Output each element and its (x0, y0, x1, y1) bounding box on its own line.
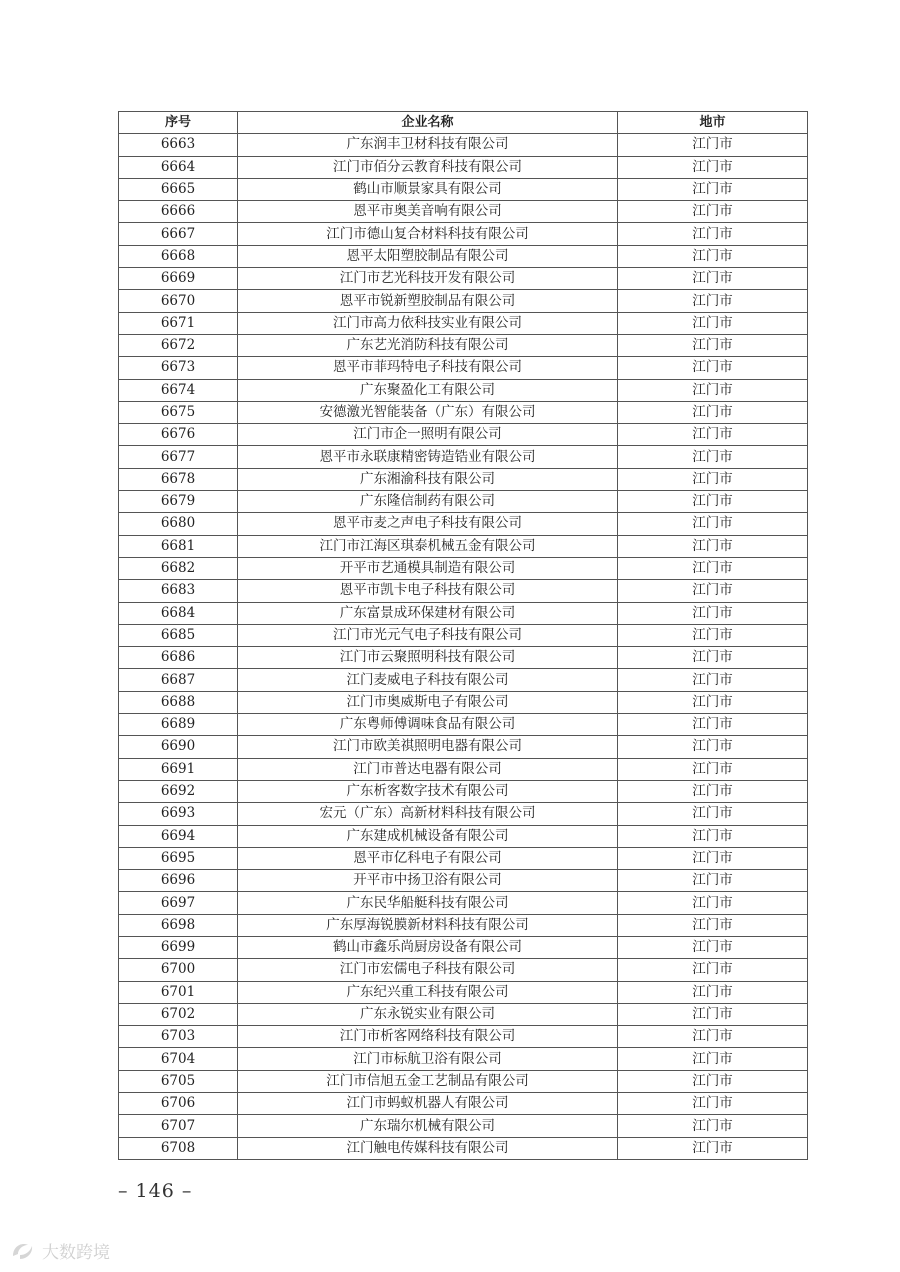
cell-company-name: 恩平市奥美音响有限公司 (238, 201, 618, 223)
table-row (119, 736, 808, 758)
table-row (119, 780, 808, 802)
cell-company-name: 江门市析客网络科技有限公司 (238, 1026, 618, 1048)
table-row (119, 714, 808, 736)
table-row (119, 1048, 808, 1070)
cell-index: 6706 (119, 1093, 238, 1115)
cell-index: 6672 (119, 334, 238, 356)
cell-company-name: 广东聚盈化工有限公司 (238, 379, 618, 401)
table-row (119, 535, 808, 557)
page-number: – 146 – (118, 1180, 193, 1202)
cell-index: 6669 (119, 268, 238, 290)
table-row (119, 870, 808, 892)
cell-company-name: 广东艺光消防科技有限公司 (238, 334, 618, 356)
table-row (119, 557, 808, 579)
cell-city: 江门市 (618, 201, 808, 223)
cell-city: 江门市 (618, 1137, 808, 1159)
cell-company-name: 江门市信旭五金工艺制品有限公司 (238, 1070, 618, 1092)
cell-index: 6666 (119, 201, 238, 223)
table-body (119, 134, 808, 1160)
cell-city: 江门市 (618, 312, 808, 334)
cell-city: 江门市 (618, 268, 808, 290)
table-row (119, 803, 808, 825)
cell-company-name: 江门市欧美祺照明电器有限公司 (238, 736, 618, 758)
cell-city: 江门市 (618, 290, 808, 312)
enterprise-table-container (118, 111, 807, 1160)
cell-city: 江门市 (618, 424, 808, 446)
cell-index: 6698 (119, 914, 238, 936)
cell-index: 6708 (119, 1137, 238, 1159)
cell-index: 6705 (119, 1070, 238, 1092)
table-row (119, 1093, 808, 1115)
table-row (119, 290, 808, 312)
watermark-text: 大数跨境 (42, 1243, 110, 1263)
cell-city: 江门市 (618, 714, 808, 736)
cell-index: 6684 (119, 602, 238, 624)
table-row (119, 245, 808, 267)
table-row (119, 914, 808, 936)
cell-city: 江门市 (618, 468, 808, 490)
cell-company-name: 江门市江海区琪泰机械五金有限公司 (238, 535, 618, 557)
cell-city: 江门市 (618, 357, 808, 379)
cell-company-name: 鹤山市鑫乐尚厨房设备有限公司 (238, 936, 618, 958)
cell-city: 江门市 (618, 401, 808, 423)
cell-index: 6680 (119, 513, 238, 535)
cell-city: 江门市 (618, 981, 808, 1003)
cell-company-name: 广东富景成环保建材有限公司 (238, 602, 618, 624)
cell-index: 6693 (119, 803, 238, 825)
cell-company-name: 恩平市永联康精密铸造锆业有限公司 (238, 446, 618, 468)
cell-index: 6664 (119, 156, 238, 178)
cell-company-name: 江门市光元气电子科技有限公司 (238, 624, 618, 646)
cell-company-name: 江门市佰分云教育科技有限公司 (238, 156, 618, 178)
table-row (119, 580, 808, 602)
table-row (119, 424, 808, 446)
cell-city: 江门市 (618, 936, 808, 958)
cell-index: 6678 (119, 468, 238, 490)
cell-index: 6675 (119, 401, 238, 423)
cell-index: 6668 (119, 245, 238, 267)
cell-index: 6707 (119, 1115, 238, 1137)
header-index: 序号 (119, 112, 238, 134)
cell-city: 江门市 (618, 669, 808, 691)
cell-city: 江门市 (618, 491, 808, 513)
cell-city: 江门市 (618, 1003, 808, 1025)
table-row (119, 825, 808, 847)
cell-index: 6696 (119, 870, 238, 892)
cell-index: 6683 (119, 580, 238, 602)
cell-city: 江门市 (618, 245, 808, 267)
cell-index: 6682 (119, 557, 238, 579)
cell-company-name: 鹤山市顺景家具有限公司 (238, 178, 618, 200)
table-row (119, 669, 808, 691)
cell-city: 江门市 (618, 1048, 808, 1070)
cell-company-name: 恩平市锐新塑胶制品有限公司 (238, 290, 618, 312)
cell-city: 江门市 (618, 914, 808, 936)
cell-index: 6703 (119, 1026, 238, 1048)
cell-city: 江门市 (618, 334, 808, 356)
table-row (119, 758, 808, 780)
table-row (119, 468, 808, 490)
cell-company-name: 广东厚海锐膜新材料科技有限公司 (238, 914, 618, 936)
cell-index: 6667 (119, 223, 238, 245)
table-row (119, 892, 808, 914)
cell-city: 江门市 (618, 870, 808, 892)
cell-city: 江门市 (618, 758, 808, 780)
table-row (119, 491, 808, 513)
table-row (119, 357, 808, 379)
cell-city: 江门市 (618, 1115, 808, 1137)
cell-company-name: 恩平太阳塑胶制品有限公司 (238, 245, 618, 267)
table-row (119, 1026, 808, 1048)
cell-company-name: 江门市云聚照明科技有限公司 (238, 647, 618, 669)
cell-city: 江门市 (618, 580, 808, 602)
cell-index: 6685 (119, 624, 238, 646)
cell-city: 江门市 (618, 513, 808, 535)
table-row (119, 223, 808, 245)
cell-company-name: 江门触电传媒科技有限公司 (238, 1137, 618, 1159)
header-row (119, 112, 808, 134)
cell-city: 江门市 (618, 647, 808, 669)
cell-city: 江门市 (618, 691, 808, 713)
cell-city: 江门市 (618, 780, 808, 802)
cell-company-name: 江门市标航卫浴有限公司 (238, 1048, 618, 1070)
cell-index: 6681 (119, 535, 238, 557)
cell-index: 6671 (119, 312, 238, 334)
cell-index: 6679 (119, 491, 238, 513)
cell-index: 6690 (119, 736, 238, 758)
cell-city: 江门市 (618, 134, 808, 156)
table-row (119, 624, 808, 646)
table-row (119, 201, 808, 223)
cell-index: 6699 (119, 936, 238, 958)
cell-city: 江门市 (618, 178, 808, 200)
cell-city: 江门市 (618, 379, 808, 401)
cell-city: 江门市 (618, 223, 808, 245)
cell-company-name: 江门市宏儒电子科技有限公司 (238, 959, 618, 981)
cell-index: 6701 (119, 981, 238, 1003)
cell-index: 6687 (119, 669, 238, 691)
cell-company-name: 江门市高力依科技实业有限公司 (238, 312, 618, 334)
cell-company-name: 广东纪兴重工科技有限公司 (238, 981, 618, 1003)
cell-index: 6688 (119, 691, 238, 713)
cell-company-name: 广东永锐实业有限公司 (238, 1003, 618, 1025)
cell-index: 6686 (119, 647, 238, 669)
table-row (119, 936, 808, 958)
cell-company-name: 广东民华船艇科技有限公司 (238, 892, 618, 914)
cell-company-name: 江门市奥威斯电子有限公司 (238, 691, 618, 713)
cell-company-name: 广东瑞尔机械有限公司 (238, 1115, 618, 1137)
cell-company-name: 开平市中扬卫浴有限公司 (238, 870, 618, 892)
table-row (119, 513, 808, 535)
cell-index: 6674 (119, 379, 238, 401)
cell-company-name: 广东隆信制药有限公司 (238, 491, 618, 513)
table-header (119, 112, 808, 134)
table-row (119, 334, 808, 356)
cell-city: 江门市 (618, 602, 808, 624)
cell-company-name: 广东粤师傅调味食品有限公司 (238, 714, 618, 736)
cell-city: 江门市 (618, 1093, 808, 1115)
table-row (119, 691, 808, 713)
cell-company-name: 开平市艺通模具制造有限公司 (238, 557, 618, 579)
cell-index: 6676 (119, 424, 238, 446)
table-row (119, 446, 808, 468)
cell-city: 江门市 (618, 624, 808, 646)
table-row (119, 602, 808, 624)
cell-city: 江门市 (618, 446, 808, 468)
cell-index: 6697 (119, 892, 238, 914)
cell-city: 江门市 (618, 156, 808, 178)
cell-city: 江门市 (618, 557, 808, 579)
cell-company-name: 恩平市凯卡电子科技有限公司 (238, 580, 618, 602)
cell-company-name: 恩平市亿科电子有限公司 (238, 847, 618, 869)
watermark-logo-icon (10, 1240, 36, 1262)
cell-company-name: 江门市艺光科技开发有限公司 (238, 268, 618, 290)
table-row (119, 1115, 808, 1137)
table-row (119, 312, 808, 334)
cell-company-name: 宏元（广东）高新材料科技有限公司 (238, 803, 618, 825)
table-row (119, 1003, 808, 1025)
cell-company-name: 江门市普达电器有限公司 (238, 758, 618, 780)
cell-index: 6692 (119, 780, 238, 802)
cell-city: 江门市 (618, 959, 808, 981)
table-row (119, 847, 808, 869)
table-row (119, 268, 808, 290)
table-row (119, 401, 808, 423)
cell-company-name: 广东析客数字技术有限公司 (238, 780, 618, 802)
cell-index: 6689 (119, 714, 238, 736)
cell-index: 6694 (119, 825, 238, 847)
cell-index: 6700 (119, 959, 238, 981)
watermark (10, 1238, 110, 1263)
cell-company-name: 江门市德山复合材料科技有限公司 (238, 223, 618, 245)
cell-company-name: 广东润丰卫材科技有限公司 (238, 134, 618, 156)
cell-company-name: 安德激光智能装备（广东）有限公司 (238, 401, 618, 423)
table-row (119, 647, 808, 669)
cell-company-name: 江门麦威电子科技有限公司 (238, 669, 618, 691)
table-row (119, 178, 808, 200)
cell-city: 江门市 (618, 736, 808, 758)
table-row (119, 379, 808, 401)
table-row (119, 134, 808, 156)
table-row (119, 1137, 808, 1159)
cell-city: 江门市 (618, 535, 808, 557)
cell-city: 江门市 (618, 892, 808, 914)
cell-city: 江门市 (618, 1026, 808, 1048)
cell-index: 6704 (119, 1048, 238, 1070)
cell-city: 江门市 (618, 825, 808, 847)
cell-company-name: 恩平市麦之声电子科技有限公司 (238, 513, 618, 535)
table-row (119, 981, 808, 1003)
cell-company-name: 江门市蚂蚁机器人有限公司 (238, 1093, 618, 1115)
cell-company-name: 广东建成机械设备有限公司 (238, 825, 618, 847)
cell-index: 6695 (119, 847, 238, 869)
cell-index: 6670 (119, 290, 238, 312)
cell-index: 6665 (119, 178, 238, 200)
cell-city: 江门市 (618, 847, 808, 869)
cell-index: 6663 (119, 134, 238, 156)
table-row (119, 1070, 808, 1092)
cell-company-name: 广东湘渝科技有限公司 (238, 468, 618, 490)
header-company-name: 企业名称 (238, 112, 618, 134)
table-row (119, 959, 808, 981)
cell-city: 江门市 (618, 803, 808, 825)
cell-company-name: 恩平市菲玛特电子科技有限公司 (238, 357, 618, 379)
cell-city: 江门市 (618, 1070, 808, 1092)
table-row (119, 156, 808, 178)
cell-index: 6702 (119, 1003, 238, 1025)
enterprise-table (118, 111, 808, 1160)
cell-index: 6677 (119, 446, 238, 468)
cell-company-name: 江门市企一照明有限公司 (238, 424, 618, 446)
header-city: 地市 (618, 112, 808, 134)
cell-index: 6673 (119, 357, 238, 379)
cell-index: 6691 (119, 758, 238, 780)
